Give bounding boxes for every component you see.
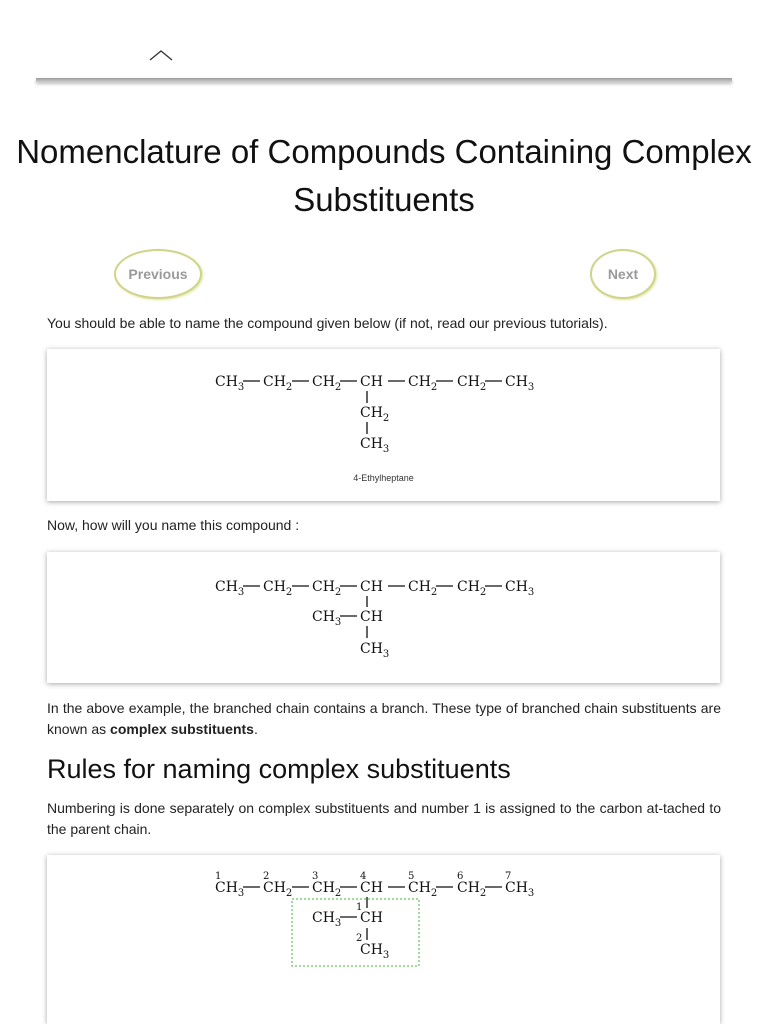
figure-complex-compound (47, 552, 720, 683)
chain-number-5: 5 (408, 871, 415, 882)
next-button[interactable]: Next (590, 249, 656, 299)
branch-atom-end: $CH_3$ (360, 942, 390, 961)
chain-number-7: 7 (505, 871, 512, 882)
parent-chain (215, 374, 534, 393)
chain-atom-4: CH (360, 880, 383, 896)
parent-chain (215, 880, 534, 899)
chain-atom-5: $CH_2$ (408, 880, 438, 899)
branch (360, 405, 389, 455)
chain-atom-2: $CH_2$ (263, 880, 293, 899)
branch-atom-2: $CH_3$ (360, 436, 390, 455)
chain-atom-6: $CH_2$ (457, 880, 487, 899)
branch (312, 609, 389, 660)
structure-diagram (47, 855, 720, 1024)
top-bar (36, 0, 732, 80)
chain-number-3: 3 (312, 871, 319, 882)
structure-diagram (47, 552, 720, 683)
branch-atom-ch: CH (360, 609, 383, 625)
explanation-text: In the above example, the branched chain contains a branch. These type of branched chain substituents are known as complex substituents. (47, 700, 721, 737)
chain-atom-6: $CH_2$ (457, 374, 487, 393)
chain-atom-2: $CH_2$ (263, 579, 293, 598)
chain-atom-2: $CH_2$ (263, 374, 293, 393)
page-title: Nomenclature of Compounds Containing Complex Substituents (16, 133, 752, 218)
chain-atom-4: CH (360, 579, 383, 595)
figure-4-ethylheptane (47, 349, 720, 501)
chain-atom-7: $CH_3$ (505, 880, 535, 899)
chevron-up-icon[interactable] (148, 48, 174, 62)
chain-number-2: 2 (263, 871, 270, 882)
branch-atom-methyl: $CH_3$ (312, 910, 342, 929)
chain-atom-3: $CH_2$ (312, 880, 342, 899)
chain-atom-6: $CH_2$ (457, 579, 487, 598)
branch-number-2: 2 (356, 933, 363, 944)
chain-atom-3: $CH_2$ (312, 374, 342, 393)
chain-atom-1: $CH_3$ (215, 579, 245, 598)
chain-atom-7: $CH_3$ (505, 579, 535, 598)
branch-number-1: 1 (356, 902, 363, 913)
branch-atom-ch: CH (360, 910, 383, 926)
chain-number-1: 1 (215, 871, 222, 882)
rule-1-text: Numbering is done separately on complex substituents and number 1 is assigned to the carbon at-tached to the parent chain. (47, 800, 721, 837)
branch-atom-methyl: $CH_3$ (312, 609, 342, 628)
chain-atom-7: $CH_3$ (505, 374, 535, 393)
branch (312, 910, 389, 961)
branch-atom-1: $CH_2$ (360, 405, 390, 424)
chain-atom-4: CH (360, 374, 383, 390)
chain-atom-1: $CH_3$ (215, 374, 245, 393)
chain-atom-1: $CH_3$ (215, 880, 245, 899)
chain-atom-5: $CH_2$ (408, 374, 438, 393)
question-text: Now, how will you name this compound : (47, 517, 300, 533)
bold-term: complex substituents (110, 721, 254, 737)
figure-numbered-compound (47, 855, 720, 1024)
parent-chain (215, 579, 534, 598)
intro-text: You should be able to name the compound given below (if not, read our previous tutorials). (47, 315, 608, 331)
chain-atom-5: $CH_2$ (408, 579, 438, 598)
section-heading: Rules for naming complex substituents (47, 754, 511, 784)
chain-number-6: 6 (457, 871, 464, 882)
previous-button[interactable]: Previous (114, 249, 202, 299)
top-bar-divider (36, 78, 732, 82)
figure-caption: 4-Ethylheptane (353, 473, 414, 483)
branch-atom-end: $CH_3$ (360, 641, 390, 660)
chain-number-4: 4 (360, 871, 367, 882)
chain-atom-3: $CH_2$ (312, 579, 342, 598)
